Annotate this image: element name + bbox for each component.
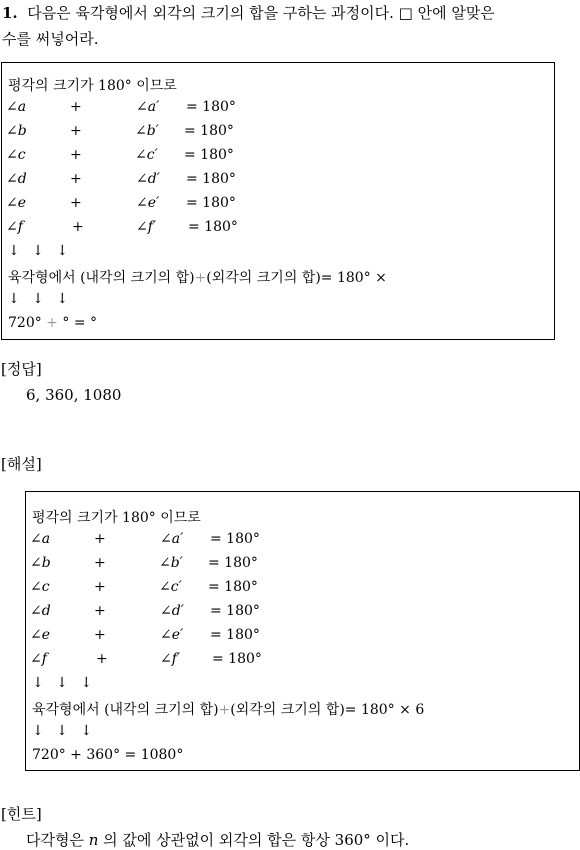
box1-final-b: ° = ° bbox=[62, 315, 98, 331]
box1-row-left: ∠c bbox=[6, 147, 26, 163]
box2-arrows: ↓ ↓ ↓ bbox=[32, 675, 97, 691]
box1-final-a: 720° bbox=[8, 315, 42, 331]
box2-row-plus: + bbox=[94, 579, 106, 595]
box2-sum-text-b: (외각의 크기의 합)= 180° × 6 bbox=[230, 702, 425, 718]
box2-row-right: ∠c′ bbox=[159, 579, 182, 595]
box2-row-left: ∠e bbox=[30, 627, 51, 643]
box1-row-left: ∠e bbox=[6, 195, 27, 211]
box2-row-eq: = 180° bbox=[208, 555, 258, 571]
answer-header: [정답] bbox=[1, 360, 42, 378]
box2-sum-plus: + bbox=[218, 702, 231, 718]
box1-row-right: ∠d′ bbox=[136, 171, 160, 187]
box1-row-right: ∠c′ bbox=[135, 147, 158, 163]
box1-row-right: ∠f′ bbox=[136, 219, 157, 235]
box1-row-left: ∠f bbox=[6, 219, 23, 235]
hint-text-b: 의 값에 상관없이 외각의 합은 항상 360° 이다. bbox=[98, 831, 410, 849]
box1-row-eq: = 180° bbox=[184, 147, 234, 163]
box1-sum-line bbox=[8, 267, 387, 287]
box2-row-plus: + bbox=[94, 531, 106, 547]
box2-row-plus: + bbox=[94, 627, 106, 643]
answer-text: 6, 360, 1080 bbox=[26, 386, 122, 404]
box1-row-plus: + bbox=[72, 219, 84, 235]
explanation-box bbox=[25, 491, 580, 771]
hint-header: [힌트] bbox=[1, 805, 42, 823]
box1-row-plus: + bbox=[70, 195, 82, 211]
box1-arrows-2: ↓ ↓ ↓ bbox=[8, 291, 73, 307]
box2-row-left: ∠a bbox=[30, 531, 51, 547]
problem-text-line1: 다음은 육각형에서 외각의 크기의 합을 구하는 과정이다. □ 안에 알맞은 bbox=[27, 4, 495, 22]
box2-row-left: ∠c bbox=[30, 579, 50, 595]
box2-row-right: ∠d′ bbox=[160, 603, 184, 619]
problem-number: 1. bbox=[2, 4, 18, 22]
box2-row-right: ∠a′ bbox=[160, 531, 184, 547]
problem-statement bbox=[2, 0, 578, 52]
box1-arrows: ↓ ↓ ↓ bbox=[8, 243, 73, 259]
explanation-header: [해설] bbox=[1, 455, 42, 473]
box1-row-right: ∠a′ bbox=[136, 99, 160, 115]
box2-intro: 평각의 크기가 180° 이므로 bbox=[32, 510, 201, 526]
box2-row-left: ∠f bbox=[30, 651, 47, 667]
box2-sum-line bbox=[32, 699, 424, 719]
box2-final-line: 720° + 360° = 1080° bbox=[32, 747, 184, 763]
box1-intro: 평각의 크기가 180° 이므로 bbox=[8, 78, 177, 94]
box2-row-eq: = 180° bbox=[210, 603, 260, 619]
box2-row-eq: = 180° bbox=[208, 579, 258, 595]
box1-sum-text-b: (외각의 크기의 합)= 180° × bbox=[206, 270, 387, 286]
box1-row-right: ∠e′ bbox=[136, 195, 160, 211]
box1-row-right: ∠b′ bbox=[135, 123, 159, 139]
box2-row-right: ∠e′ bbox=[160, 627, 184, 643]
box1-row-plus: + bbox=[70, 171, 82, 187]
box1-row-left: ∠b bbox=[6, 123, 27, 139]
box1-row-plus: + bbox=[70, 147, 82, 163]
box2-row-plus: + bbox=[94, 555, 106, 571]
box1-final-plus: + bbox=[41, 315, 63, 331]
box2-arrows-2: ↓ ↓ ↓ bbox=[32, 723, 97, 739]
box2-sum-text-a: 육각형에서 (내각의 크기의 합) bbox=[32, 702, 219, 718]
box2-row-right: ∠b′ bbox=[159, 555, 183, 571]
box2-row-plus: + bbox=[96, 651, 108, 667]
box1-sum-plus: + bbox=[194, 270, 207, 286]
box1-row-plus: + bbox=[70, 123, 82, 139]
box1-row-eq: = 180° bbox=[186, 195, 236, 211]
box1-row-eq: = 180° bbox=[186, 171, 236, 187]
problem-text-line2: 수를 써넣어라. bbox=[2, 30, 99, 48]
box1-row-left: ∠d bbox=[6, 171, 27, 187]
box2-row-eq: = 180° bbox=[210, 627, 260, 643]
box1-final-line bbox=[8, 315, 97, 331]
box1-row-eq: = 180° bbox=[186, 99, 236, 115]
box2-row-eq: = 180° bbox=[210, 531, 260, 547]
hint-variable: n bbox=[88, 831, 99, 849]
box1-row-eq: = 180° bbox=[184, 123, 234, 139]
box2-row-right: ∠f′ bbox=[160, 651, 181, 667]
box1-row-plus: + bbox=[70, 99, 82, 115]
box2-row-left: ∠d bbox=[30, 603, 51, 619]
box2-row-eq: = 180° bbox=[212, 651, 262, 667]
hint-text-a: 다각형은 bbox=[26, 831, 89, 849]
box2-row-left: ∠b bbox=[30, 555, 51, 571]
box1-row-left: ∠a bbox=[6, 99, 27, 115]
box1-row-eq: = 180° bbox=[188, 219, 238, 235]
problem-box bbox=[1, 62, 555, 340]
box2-row-plus: + bbox=[94, 603, 106, 619]
box1-sum-text-a: 육각형에서 (내각의 크기의 합) bbox=[8, 270, 195, 286]
